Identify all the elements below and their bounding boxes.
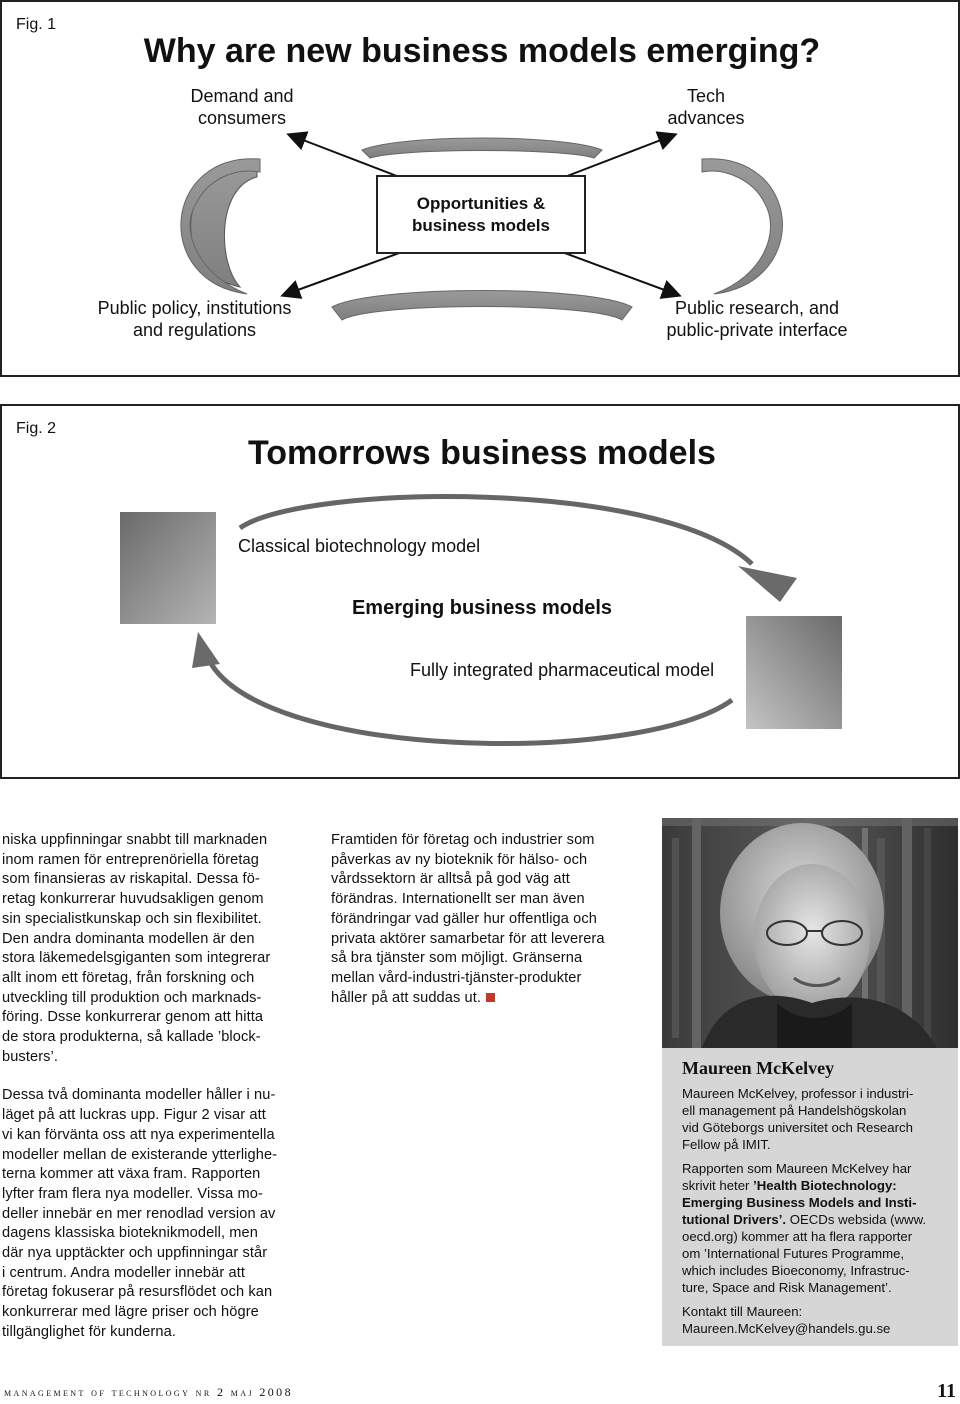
bio-paragraph-2-line: oecd.org) kommer att ha flera rapporter xyxy=(682,1229,913,1244)
bio-paragraph-2-line: tutional Drivers’. OECDs websida (www. xyxy=(682,1212,927,1227)
bio-contact xyxy=(682,1303,944,1337)
column-2-paragraph xyxy=(331,831,641,1008)
column-1-paragraph-1-line: niska uppfinningar snabbt till marknaden xyxy=(2,832,268,848)
bio-paragraph-1-line: Maureen McKelvey, professor i industri- xyxy=(682,1086,914,1101)
arrow-top-left xyxy=(290,135,402,178)
column-1-paragraph-1-line: stora läkemedelsgiganten som integrerar xyxy=(2,950,271,967)
figure-2-diagram xyxy=(2,406,958,777)
column-2-line: påverkas av ny bioteknik för hälso- och xyxy=(331,851,588,868)
column-1-paragraph-1-line: de stora produkterna, så kallade ’block- xyxy=(2,1029,261,1046)
bio-paragraph-2-line: Emerging Business Models and Insti- xyxy=(682,1195,917,1210)
node-demand-consumers: Demand and consumers xyxy=(190,86,294,128)
column-2-line: håller på att suddas ut. xyxy=(331,989,482,1006)
footer-publication: management of technology nr 2 maj 2008 xyxy=(4,1385,293,1399)
label-emerging: Emerging business models xyxy=(351,597,613,619)
column-1-paragraph-2-line: dagens klassiska bioteknikmodell, men xyxy=(2,1225,258,1242)
column-1-paragraph-2-line: där nya upptäckter och uppfinningar står xyxy=(2,1245,268,1262)
bio-paragraph-1 xyxy=(682,1085,944,1153)
column-2-line: förändras. Internationellt ser man även xyxy=(331,891,585,908)
bio-contact-email[interactable]: Maureen.McKelvey@handels.gu.se xyxy=(682,1321,891,1336)
bio-paragraph-1-line: Fellow på IMIT. xyxy=(682,1137,771,1152)
bio-paragraph-2-line: om ’International Futures Programme, xyxy=(682,1246,905,1261)
bio-paragraph-2-line: Rapporten som Maureen McKelvey har xyxy=(682,1161,912,1176)
column-1-paragraph-2-line: deller innebär en mer renodlad version av xyxy=(2,1205,276,1222)
column-1-paragraph-2-line: lyfter fram flera nya modeller. Vissa mo- xyxy=(2,1185,263,1202)
portrait-photo xyxy=(662,818,958,1048)
column-2-line: Framtiden för företag och industrier som xyxy=(331,832,595,848)
node-public-research: Public research, and public-private interface xyxy=(666,298,848,340)
arrow-top-right xyxy=(562,135,674,178)
bio-paragraph-2-line: skrivit heter ’Health Biotechnology: xyxy=(682,1178,897,1193)
column-1 xyxy=(2,831,302,1343)
figure-2-label: Fig. 2 xyxy=(16,420,57,437)
bio-contact-label: Kontakt till Maureen: xyxy=(682,1304,803,1319)
column-2-line: mellan vård-industri-tjänster-produkter xyxy=(331,969,582,986)
column-1-paragraph-2-line: Dessa två dominanta modeller håller i nu- xyxy=(2,1087,276,1104)
end-mark-icon xyxy=(486,993,495,1002)
node-tech-advances: Tech advances xyxy=(667,86,745,128)
arc-right xyxy=(702,159,782,294)
column-2 xyxy=(331,831,641,1008)
label-classical: Classical biotechnology model xyxy=(238,536,481,556)
bio-name: Maureen McKelvey xyxy=(682,1058,835,1078)
column-1-paragraph-2-line: modeller mellan de existerande ytterlighe- xyxy=(2,1146,278,1163)
square-pharma xyxy=(746,616,842,729)
arc-bottom xyxy=(332,291,632,321)
page-number: 11 xyxy=(937,1380,956,1402)
column-1-paragraph-2-line: företag fokuserar på resursflödet och kan xyxy=(2,1284,273,1301)
column-1-paragraph-1-line: sin specialistkunskap och sin flexibilitet. xyxy=(2,910,262,927)
column-1-paragraph-1 xyxy=(2,831,302,1067)
arrow-bottom-right xyxy=(562,252,678,295)
column-1-paragraph-1-line: busters’. xyxy=(2,1048,59,1065)
node-opportunities: Opportunities & business models xyxy=(376,175,586,254)
bio-paragraph-1-line: vid Göteborgs universitet och Research xyxy=(682,1120,913,1135)
node-public-policy: Public policy, institutions and regulations xyxy=(97,298,292,340)
column-1-paragraph-1-line: utveckling till produktion och marknads- xyxy=(2,989,262,1006)
column-1-paragraph-2-line: läget på att luckras upp. Figur 2 visar att xyxy=(2,1107,266,1124)
bio-paragraph-2 xyxy=(682,1160,944,1296)
figure-2 xyxy=(0,404,960,779)
bio-paragraph-1-line: ell management på Handelshögskolan xyxy=(682,1103,907,1118)
column-1-paragraph-2-line: tillgänglighet för kunderna. xyxy=(2,1323,176,1340)
column-2-line: vårdssektorn är alltså på god väg att xyxy=(331,871,570,888)
figure-1-title: Why are new business models emerging? xyxy=(143,32,821,70)
column-2-line: så bra tjänster som möjligt. Gränserna xyxy=(331,950,583,967)
bio-paragraph-2-line: ture, Space and Risk Management’. xyxy=(682,1280,892,1295)
column-1-paragraph-1-line: inom ramen för entreprenöriella företag xyxy=(2,851,259,868)
column-1-paragraph-1-line: Den andra dominanta modellen är den xyxy=(2,930,255,947)
bio-paragraph-2-line: which includes Bioeconomy, Infrastruc- xyxy=(682,1263,910,1278)
column-2-line: förändringar vad gäller hur offentliga och xyxy=(331,910,597,927)
column-1-paragraph-2-line: vi kan förvänta oss att nya experimentella xyxy=(2,1126,275,1143)
column-1-paragraph-2-line: konkurrerar med lägre priser och högre xyxy=(2,1304,259,1321)
column-1-paragraph-1-line: allt inom ett företag, från forskning och xyxy=(2,969,255,986)
figure-1 xyxy=(0,0,960,377)
figure-1-label: Fig. 1 xyxy=(16,16,57,33)
bio-box xyxy=(662,1048,958,1346)
figure-2-title: Tomorrows business models xyxy=(248,434,716,472)
column-1-paragraph-1-line: retag konkurrerar huvudsakligen genom xyxy=(2,891,264,908)
arrow-bottom-left xyxy=(284,252,402,295)
column-1-paragraph-1-line: som finansieras av riskapital. Dessa fö- xyxy=(2,871,260,888)
column-1-paragraph-2 xyxy=(2,1086,302,1342)
column-1-paragraph-2-line: terna kommer att växa fram. Rapporten xyxy=(2,1166,261,1183)
label-integrated: Fully integrated pharmaceutical model xyxy=(410,660,715,680)
arc-top xyxy=(362,138,602,158)
arrowhead-left xyxy=(192,632,220,668)
column-2-line: privata aktörer samarbetar för att leverera xyxy=(331,930,605,947)
column-1-paragraph-2-line: i centrum. Andra modeller innebär att xyxy=(2,1264,245,1281)
column-1-paragraph-1-line: föring. Dsse konkurrerar genom att hitta xyxy=(2,1009,264,1026)
